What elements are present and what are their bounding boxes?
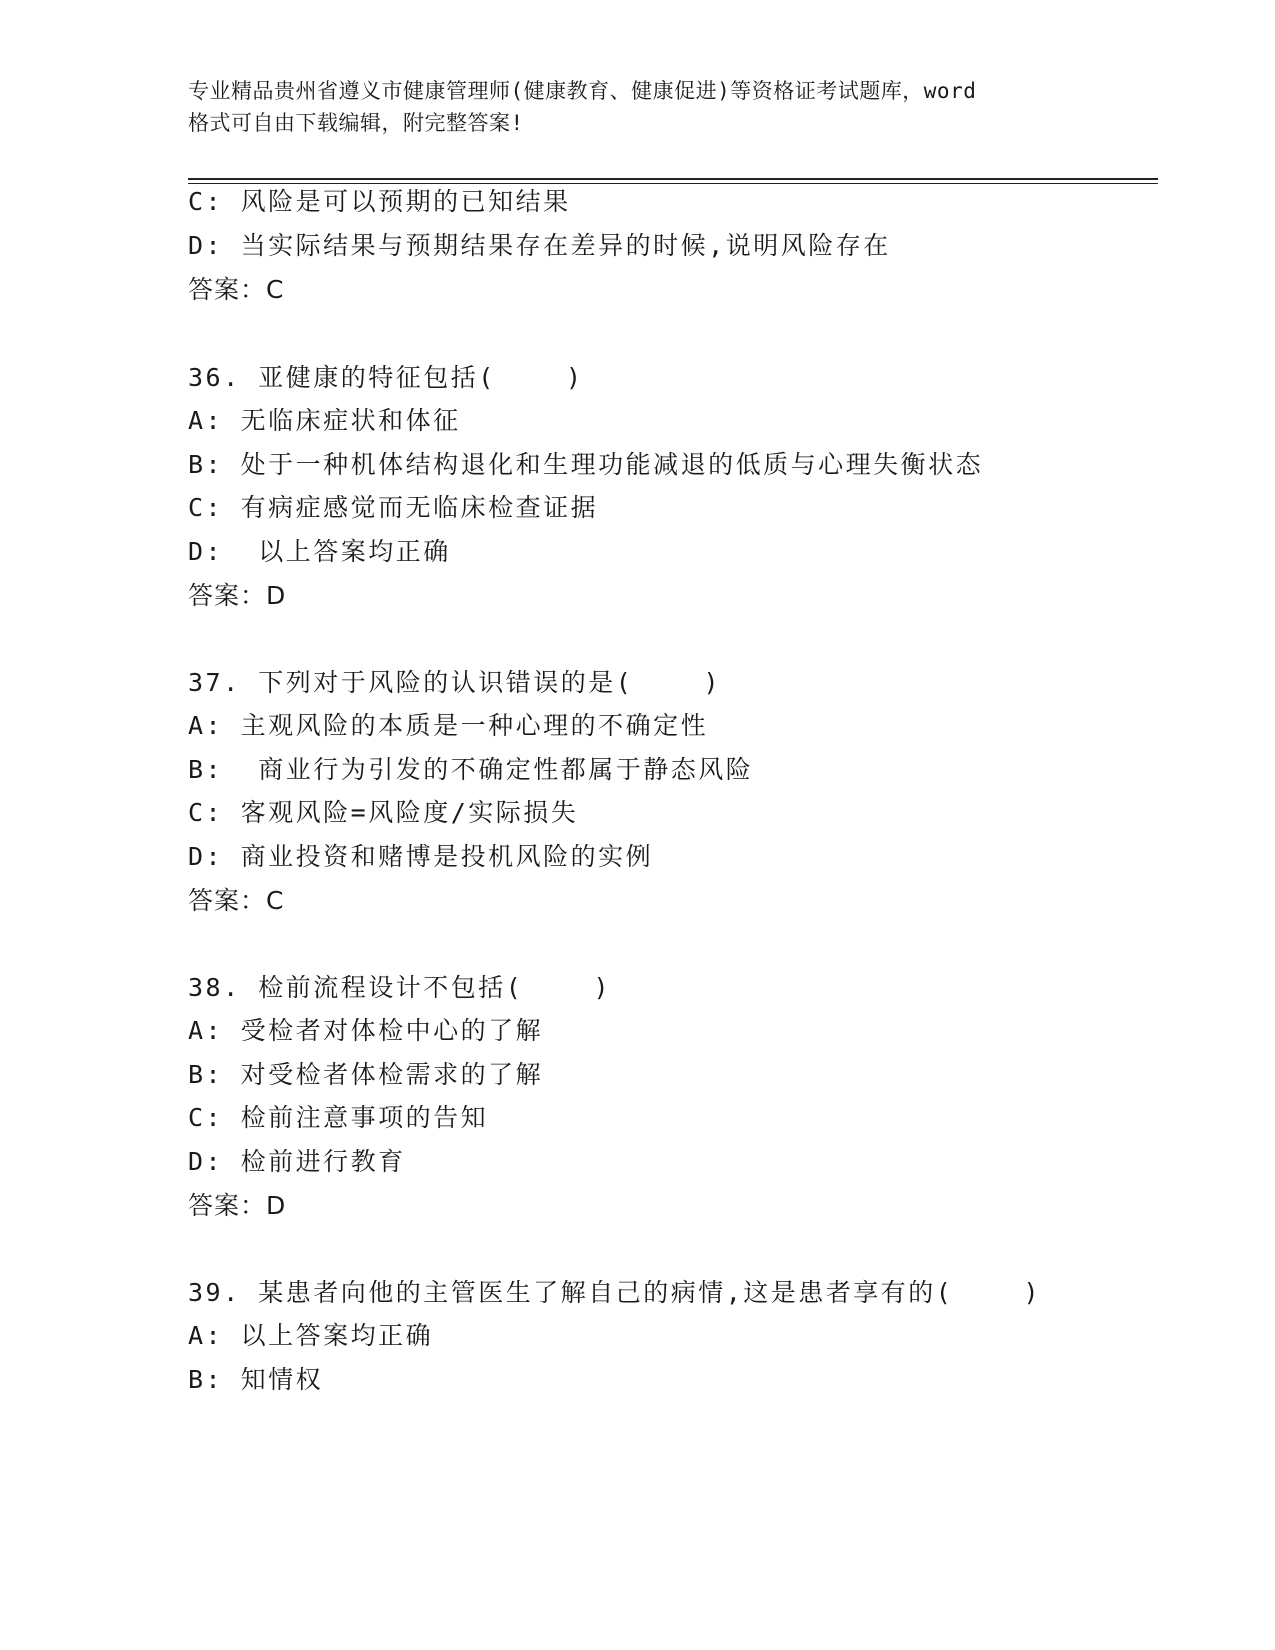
q39-option-b: B: 知情权 (188, 1365, 324, 1394)
q36-option-a: A: 无临床症状和体征 (188, 406, 461, 435)
q38-option-a: A: 受检者对体检中心的了解 (188, 1016, 544, 1045)
q37-option-a: A: 主观风险的本质是一种心理的不确定性 (188, 711, 709, 740)
q37-answer: 答案：C (188, 886, 285, 915)
prev-option-c: C: 风险是可以预期的已知结果 (188, 187, 571, 216)
document-header (188, 75, 1088, 139)
q36-stem: 36. 亚健康的特征包括( ) (188, 363, 584, 392)
q39-stem: 39. 某患者向他的主管医生了解自己的病情,这是患者享有的( ) (188, 1278, 1042, 1307)
q38-option-b: B: 对受检者体检需求的了解 (188, 1060, 544, 1089)
q36-option-c: C: 有病症感觉而无临床检查证据 (188, 493, 599, 522)
q37-stem: 37. 下列对于风险的认识错误的是( ) (188, 668, 722, 697)
q38-option-c: C: 检前注意事项的告知 (188, 1103, 489, 1132)
q38-answer: 答案：D (188, 1191, 287, 1220)
q36-option-d: D: 以上答案均正确 (188, 537, 451, 566)
header-divider-thin (188, 183, 1158, 184)
q37-option-b: B: 商业行为引发的不确定性都属于静态风险 (188, 755, 754, 784)
header-divider (188, 178, 1158, 180)
q38-stem: 38. 检前流程设计不包括( ) (188, 973, 612, 1002)
q36-option-b: B: 处于一种机体结构退化和生理功能减退的低质与心理失衡状态 (188, 450, 984, 479)
prev-answer: 答案：C (188, 275, 285, 304)
header-line-1: 专业精品贵州省遵义市健康管理师(健康教育、健康促进)等资格证考试题库，word (188, 79, 977, 103)
q38-option-d: D: 检前进行教育 (188, 1147, 406, 1176)
q36-answer: 答案：D (188, 581, 287, 610)
q37-option-d: D: 商业投资和赌博是投机风险的实例 (188, 842, 654, 871)
header-line-2: 格式可自由下载编辑，附完整答案! (188, 111, 524, 135)
q37-option-c: C: 客观风险=风险度/实际损失 (188, 798, 579, 827)
prev-option-d: D: 当实际结果与预期结果存在差异的时候,说明风险存在 (188, 231, 891, 260)
q39-option-a: A: 以上答案均正确 (188, 1321, 434, 1350)
